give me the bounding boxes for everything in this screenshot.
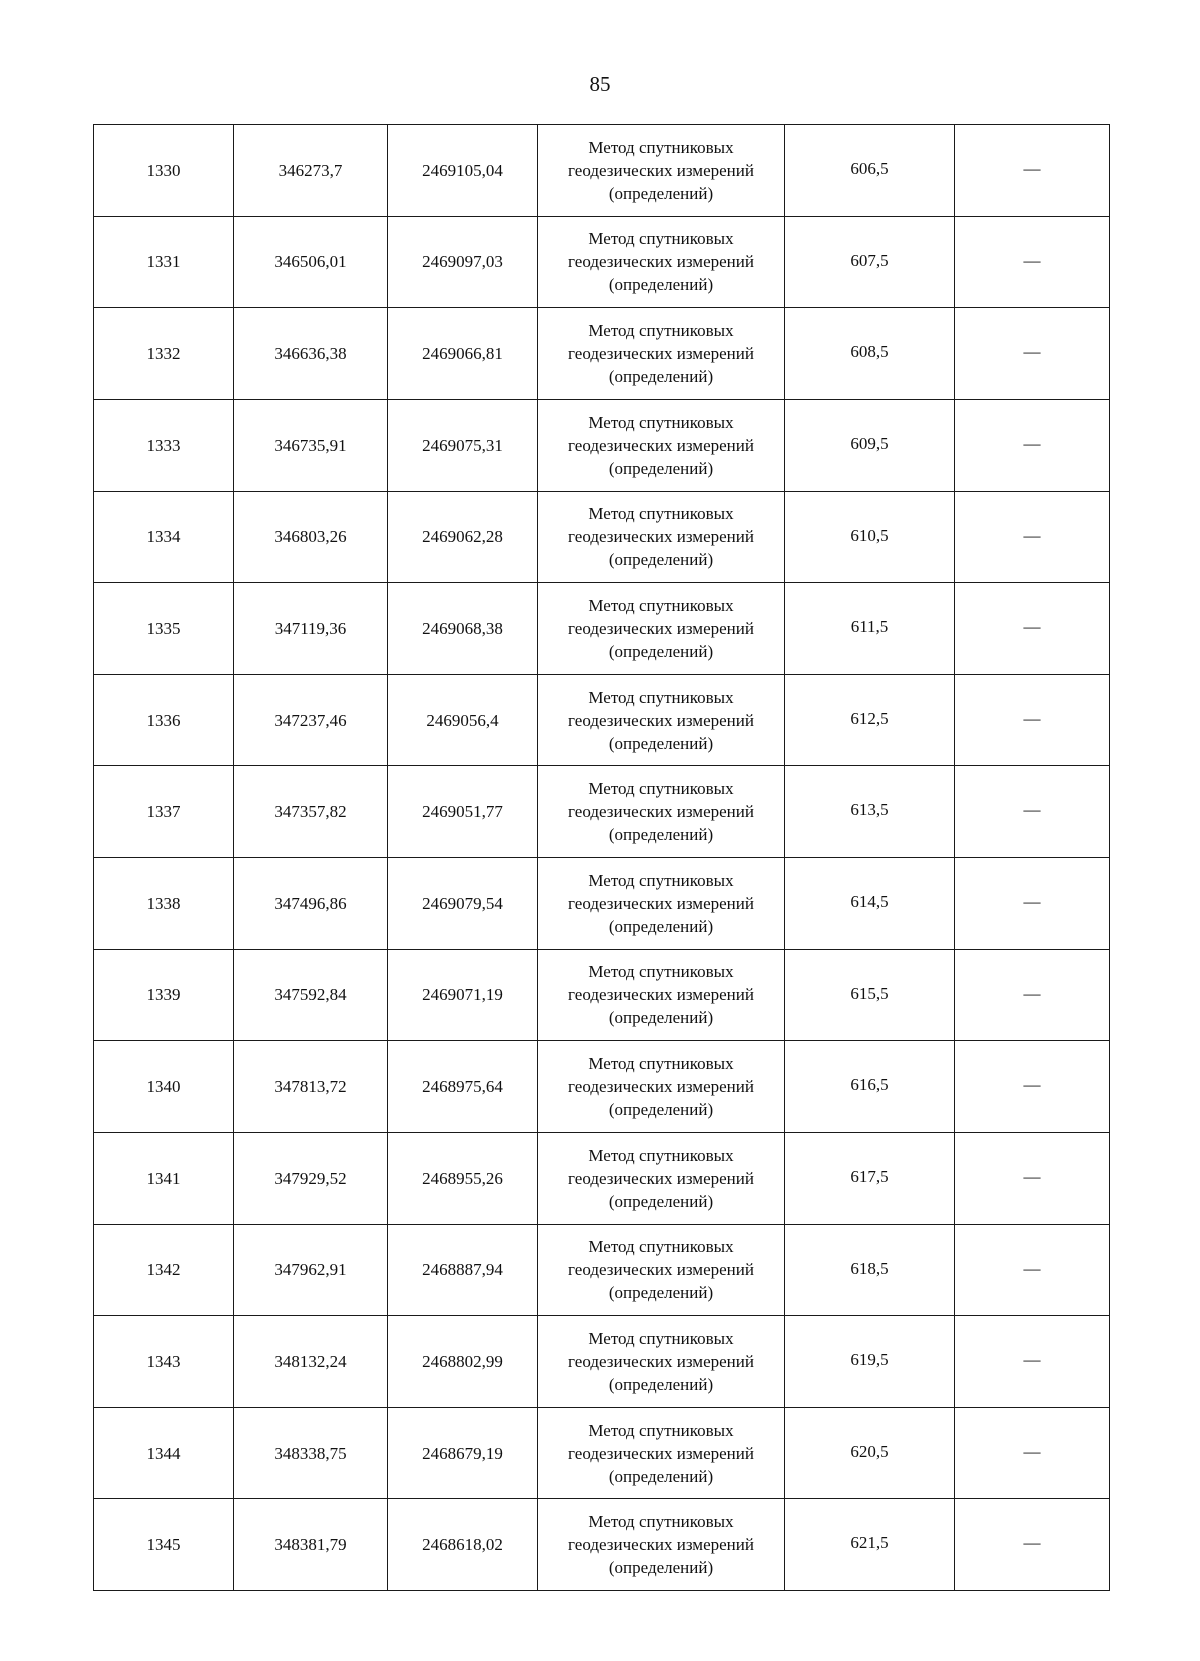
y-coordinate-cell: 2468679,19 [388, 1407, 538, 1499]
y-coordinate-cell: 2469071,19 [388, 949, 538, 1041]
point-number-cell: 1344 [94, 1407, 234, 1499]
x-coordinate-cell: 347357,82 [234, 766, 388, 858]
x-coordinate-cell: 347237,46 [234, 674, 388, 766]
y-coordinate-cell: 2469079,54 [388, 858, 538, 950]
method-line: (определений) [608, 458, 714, 478]
note-cell: — [955, 491, 1110, 583]
table-row [94, 766, 1110, 858]
page-number: 85 [589, 72, 611, 96]
note-cell: — [955, 949, 1110, 1041]
method-cell [538, 1499, 785, 1591]
method-line: Метод спутниковых [588, 779, 734, 799]
point-number-cell: 1342 [94, 1224, 234, 1316]
table-row [94, 491, 1110, 583]
note-cell: — [955, 399, 1110, 491]
table-row [94, 858, 1110, 950]
note-cell: — [955, 1132, 1110, 1224]
point-number-cell: 1340 [94, 1041, 234, 1133]
note-cell: — [955, 766, 1110, 858]
method-line: Метод спутниковых [588, 870, 734, 890]
y-coordinate-cell: 2469051,77 [388, 766, 538, 858]
method-line: (определений) [608, 916, 714, 936]
method-line: геодезических измерений [568, 618, 754, 638]
y-coordinate-cell: 2469068,38 [388, 583, 538, 675]
x-coordinate-cell: 346506,01 [234, 216, 388, 308]
table-row [94, 1041, 1110, 1133]
method-line: геодезических измерений [568, 802, 754, 822]
method-line: Метод спутниковых [588, 1237, 734, 1257]
height-cell: 617,5 [785, 1132, 955, 1224]
x-coordinate-cell: 346273,7 [234, 125, 388, 217]
height-cell: 613,5 [785, 766, 955, 858]
method-line: геодезических измерений [568, 1260, 754, 1280]
method-line: Метод спутниковых [588, 321, 734, 341]
method-line: Метод спутниковых [588, 1145, 734, 1165]
height-cell: 607,5 [785, 216, 955, 308]
y-coordinate-cell: 2469105,04 [388, 125, 538, 217]
table-row [94, 674, 1110, 766]
method-cell [538, 858, 785, 950]
height-cell: 621,5 [785, 1499, 955, 1591]
method-line: (определений) [608, 275, 714, 295]
method-cell [538, 674, 785, 766]
point-number-cell: 1337 [94, 766, 234, 858]
point-number-cell: 1332 [94, 308, 234, 400]
method-line: геодезических измерений [568, 1535, 754, 1555]
method-line: геодезических измерений [568, 710, 754, 730]
table-row [94, 125, 1110, 217]
method-line: (определений) [608, 1374, 714, 1394]
y-coordinate-cell: 2468887,94 [388, 1224, 538, 1316]
method-line: (определений) [608, 1283, 714, 1303]
point-number-cell: 1336 [94, 674, 234, 766]
method-line: (определений) [608, 1558, 714, 1578]
method-cell [538, 125, 785, 217]
coordinates-table [93, 124, 1110, 1591]
method-line: Метод спутниковых [588, 412, 734, 432]
method-line: геодезических измерений [568, 344, 754, 364]
method-line: (определений) [608, 1191, 714, 1211]
height-cell: 609,5 [785, 399, 955, 491]
point-number-cell: 1334 [94, 491, 234, 583]
x-coordinate-cell: 347592,84 [234, 949, 388, 1041]
method-line: Метод спутниковых [588, 1420, 734, 1440]
method-line: Метод спутниковых [588, 1054, 734, 1074]
x-coordinate-cell: 347119,36 [234, 583, 388, 675]
note-cell: — [955, 1041, 1110, 1133]
y-coordinate-cell: 2468618,02 [388, 1499, 538, 1591]
point-number-cell: 1343 [94, 1316, 234, 1408]
y-coordinate-cell: 2469075,31 [388, 399, 538, 491]
table-row [94, 949, 1110, 1041]
x-coordinate-cell: 347813,72 [234, 1041, 388, 1133]
x-coordinate-cell: 346735,91 [234, 399, 388, 491]
y-coordinate-cell: 2468955,26 [388, 1132, 538, 1224]
height-cell: 619,5 [785, 1316, 955, 1408]
table-row [94, 216, 1110, 308]
method-cell [538, 308, 785, 400]
y-coordinate-cell: 2469062,28 [388, 491, 538, 583]
method-cell [538, 1316, 785, 1408]
point-number-cell: 1341 [94, 1132, 234, 1224]
method-line: Метод спутниковых [588, 1512, 734, 1532]
height-cell: 610,5 [785, 491, 955, 583]
method-line: геодезических измерений [568, 1351, 754, 1371]
height-cell: 615,5 [785, 949, 955, 1041]
method-line: Метод спутниковых [588, 137, 734, 157]
y-coordinate-cell: 2468975,64 [388, 1041, 538, 1133]
x-coordinate-cell: 346636,38 [234, 308, 388, 400]
x-coordinate-cell: 346803,26 [234, 491, 388, 583]
method-cell [538, 399, 785, 491]
table-row [94, 1407, 1110, 1499]
method-line: геодезических измерений [568, 1077, 754, 1097]
table-row [94, 1224, 1110, 1316]
x-coordinate-cell: 348132,24 [234, 1316, 388, 1408]
height-cell: 611,5 [785, 583, 955, 675]
note-cell: — [955, 858, 1110, 950]
x-coordinate-cell: 347962,91 [234, 1224, 388, 1316]
method-cell [538, 1407, 785, 1499]
height-cell: 620,5 [785, 1407, 955, 1499]
method-cell [538, 216, 785, 308]
note-cell: — [955, 216, 1110, 308]
note-cell: — [955, 674, 1110, 766]
method-cell [538, 491, 785, 583]
table-row [94, 1132, 1110, 1224]
method-line: Метод спутниковых [588, 229, 734, 249]
x-coordinate-cell: 347929,52 [234, 1132, 388, 1224]
method-line: Метод спутниковых [588, 504, 734, 524]
method-cell [538, 1132, 785, 1224]
table-row [94, 1316, 1110, 1408]
method-line: геодезических измерений [568, 1168, 754, 1188]
method-cell [538, 949, 785, 1041]
height-cell: 606,5 [785, 125, 955, 217]
method-line: (определений) [608, 1008, 714, 1028]
note-cell: — [955, 1407, 1110, 1499]
method-cell [538, 583, 785, 675]
height-cell: 616,5 [785, 1041, 955, 1133]
method-line: (определений) [608, 825, 714, 845]
method-line: Метод спутниковых [588, 1328, 734, 1348]
height-cell: 608,5 [785, 308, 955, 400]
height-cell: 618,5 [785, 1224, 955, 1316]
point-number-cell: 1333 [94, 399, 234, 491]
method-cell [538, 766, 785, 858]
table-body [94, 125, 1110, 1591]
method-line: геодезических измерений [568, 252, 754, 272]
y-coordinate-cell: 2468802,99 [388, 1316, 538, 1408]
y-coordinate-cell: 2469097,03 [388, 216, 538, 308]
point-number-cell: 1345 [94, 1499, 234, 1591]
method-line: (определений) [608, 733, 714, 753]
method-line: Метод спутниковых [588, 962, 734, 982]
x-coordinate-cell: 347496,86 [234, 858, 388, 950]
x-coordinate-cell: 348338,75 [234, 1407, 388, 1499]
method-line: (определений) [608, 183, 714, 203]
method-line: Метод спутниковых [588, 595, 734, 615]
note-cell: — [955, 1224, 1110, 1316]
method-line: геодезических измерений [568, 893, 754, 913]
method-line: (определений) [608, 1466, 714, 1486]
table-row [94, 308, 1110, 400]
method-cell [538, 1041, 785, 1133]
y-coordinate-cell: 2469066,81 [388, 308, 538, 400]
method-line: геодезических измерений [568, 160, 754, 180]
method-line: геодезических измерений [568, 435, 754, 455]
method-line: (определений) [608, 641, 714, 661]
method-line: геодезических измерений [568, 985, 754, 1005]
x-coordinate-cell: 348381,79 [234, 1499, 388, 1591]
note-cell: — [955, 125, 1110, 217]
point-number-cell: 1338 [94, 858, 234, 950]
method-line: геодезических измерений [568, 527, 754, 547]
height-cell: 612,5 [785, 674, 955, 766]
note-cell: — [955, 583, 1110, 675]
height-cell: 614,5 [785, 858, 955, 950]
point-number-cell: 1335 [94, 583, 234, 675]
method-line: (определений) [608, 1100, 714, 1120]
point-number-cell: 1331 [94, 216, 234, 308]
table-row [94, 1499, 1110, 1591]
method-line: (определений) [608, 367, 714, 387]
note-cell: — [955, 1316, 1110, 1408]
note-cell: — [955, 308, 1110, 400]
point-number-cell: 1330 [94, 125, 234, 217]
method-line: (определений) [608, 550, 714, 570]
y-coordinate-cell: 2469056,4 [388, 674, 538, 766]
point-number-cell: 1339 [94, 949, 234, 1041]
method-line: геодезических измерений [568, 1443, 754, 1463]
table-row [94, 583, 1110, 675]
method-line: Метод спутниковых [588, 687, 734, 707]
note-cell: — [955, 1499, 1110, 1591]
table-row [94, 399, 1110, 491]
method-cell [538, 1224, 785, 1316]
